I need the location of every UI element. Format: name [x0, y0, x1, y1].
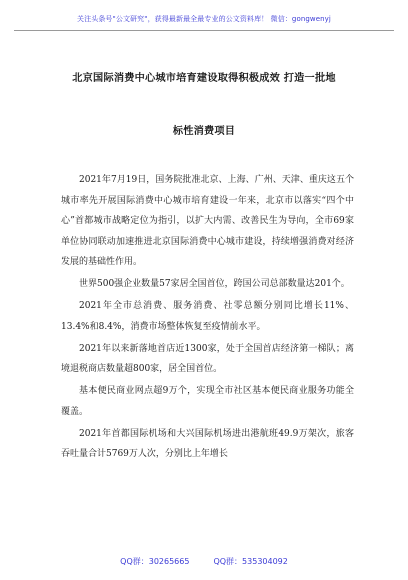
document-body [61, 170, 354, 466]
header-divider [14, 30, 394, 31]
paragraph: 2021年7月19日，国务院批准北京、上海、广州、天津、重庆这五个城市率先开展国际消费中心城市培育建设一年来，北京市以落实“四个中心”首都城市战略定位为指引，以扩大内需、改善民生为导向，全市69家单位协同联动加速推进北京国际消费中心城市建设，持续增强消费对经济发展的基础性作用。 [61, 175, 354, 267]
footer-qq-group-2: QQ群：535304092 [213, 557, 288, 566]
paragraph: 基本便民商业网点超9万个，实现全市社区基本便民商业服务功能全覆盖。 [61, 386, 354, 417]
document-title-line-1: 北京国际消费中心城市培育建设取得积极成效 打造一批地 [72, 72, 336, 84]
header-banner: 关注头条号"公文研究"，获得最新最全最专业的公文资料库！ 微信：gongwenyj [77, 15, 331, 23]
paragraph: 世界500强企业数量57家居全国首位，跨国公司总部数量达201个。 [79, 279, 350, 289]
document-title-line-2: 标性消费项目 [172, 125, 236, 137]
paragraph: 2021年首都国际机场和大兴国际机场进出港航班49.9万架次，旅客吞吐量合计5769万人次，分别比上年增长 [61, 428, 354, 459]
footer-qq-group-1: QQ群：30265665 [120, 557, 190, 566]
paragraph: 2021年全市总消费、服务消费、社零总额分别同比增长11%、13.4%和8.4%，消费市场整体恢复至疫情前水平。 [61, 301, 354, 332]
footer [0, 556, 408, 567]
paragraph: 2021年以来新落地首店近1300家，处于全国首店经济第一梯队；离境退税商店数量超800家，居全国首位。 [61, 343, 354, 374]
